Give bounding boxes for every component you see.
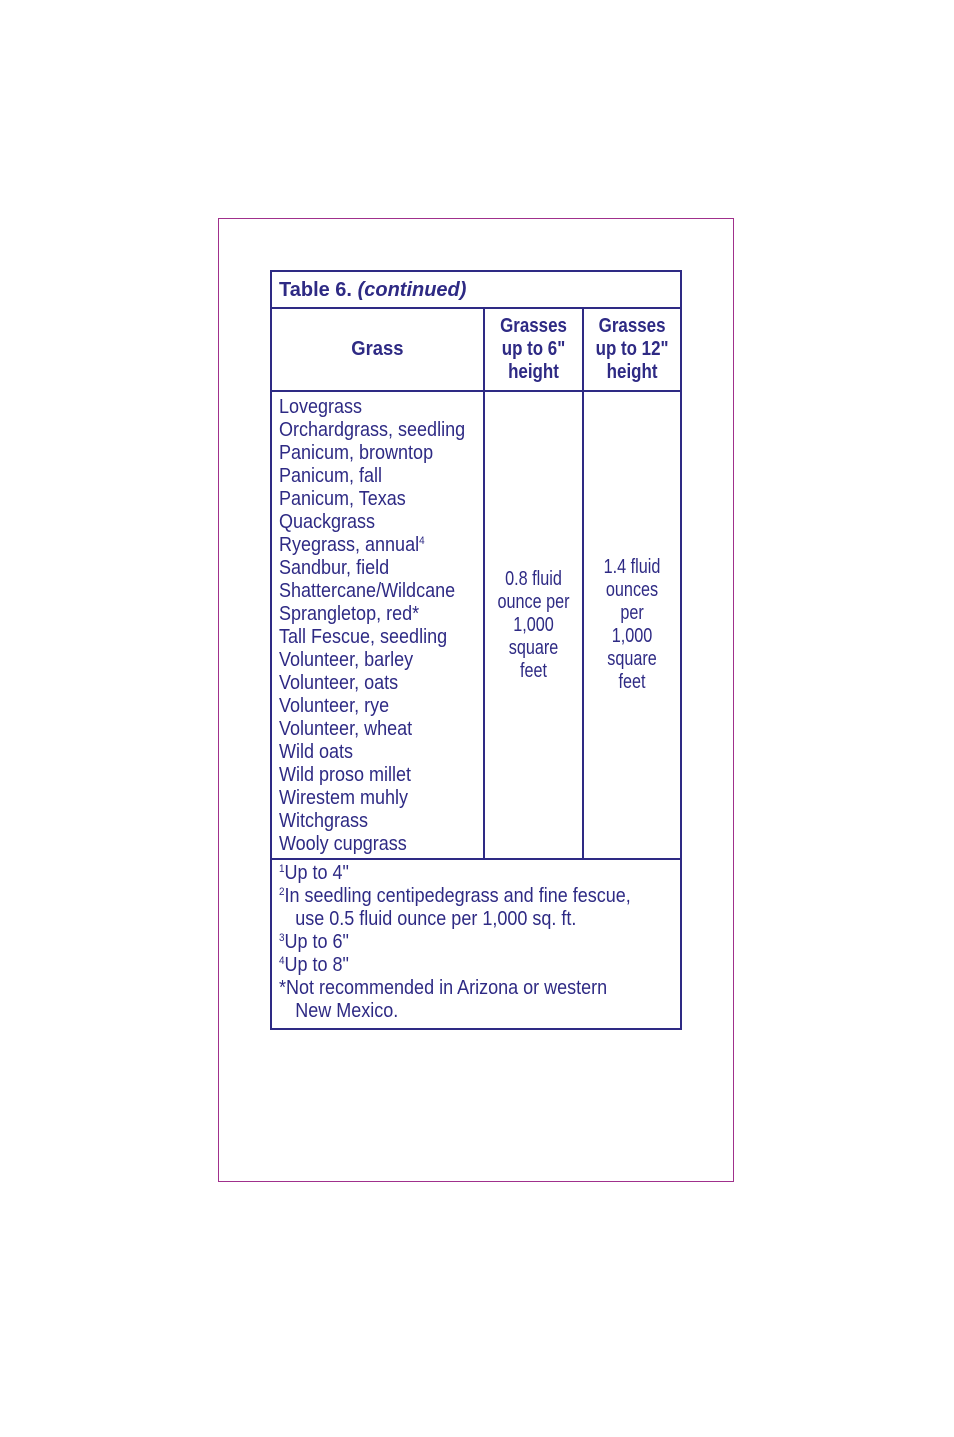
footnote-mark: 4 (419, 535, 425, 547)
rate-up-to-6-inch: 0.8 fluid ounce per 1,000 square feet (497, 567, 570, 682)
grass-item: Wirestem muhly (279, 787, 409, 809)
grass-item: Wild oats (279, 741, 354, 763)
grass-item: Sprangletop, red* (279, 603, 420, 625)
body-row (272, 392, 680, 860)
footnote-2: $^2$In seedling centipedegrass and fine fescue, (279, 885, 631, 907)
grass-item: Panicum, fall (279, 465, 383, 487)
grass-item: Orchardgrass, seedling (279, 419, 466, 441)
footnote-star-continued: New Mexico. (295, 1000, 399, 1022)
grass-item: Volunteer, oats (279, 672, 399, 694)
grass-item: Ryegrass, annual$^4$ (279, 534, 425, 556)
header-up-to-6-inch: Grasses up to 6" height (500, 315, 567, 383)
grass-item: Quackgrass (279, 511, 376, 533)
footnote-3: $^3$Up to 6" (279, 931, 349, 953)
table-title (272, 272, 680, 309)
rate-up-to-12-inch: 1.4 fluid ounces per 1,000 square feet (603, 556, 661, 693)
footnote-1: $^1$Up to 4" (279, 862, 349, 884)
grass-item: Lovegrass (279, 396, 363, 418)
footnotes (279, 862, 670, 1023)
grass-item: Witchgrass (279, 810, 369, 832)
table-title-continued: (continued) (357, 279, 467, 301)
grass-item: Wild proso millet (279, 764, 412, 786)
grass-item: Wooly cupgrass (279, 833, 407, 855)
footnote-star: *Not recommended in Arizona or western (279, 977, 608, 999)
grass-item: Volunteer, rye (279, 695, 390, 717)
header-row (272, 309, 680, 392)
grass-list (279, 396, 486, 856)
grass-item: Volunteer, wheat (279, 718, 413, 740)
grass-item: Tall Fescue, seedling (279, 626, 448, 648)
footnote-4: $^4$Up to 8" (279, 954, 349, 976)
header-grass: Grass (351, 338, 404, 360)
herbicide-rate-table (270, 270, 682, 1030)
header-up-to-12-inch: Grasses up to 12" height (595, 315, 669, 383)
grass-item: Panicum, Texas (279, 488, 406, 510)
grass-item: Panicum, browntop (279, 442, 434, 464)
grass-item: Shattercane/Wildcane (279, 580, 456, 602)
table-title-prefix: Table 6. (279, 279, 352, 301)
grass-item: Volunteer, barley (279, 649, 414, 671)
grass-item: Sandbur, field (279, 557, 390, 579)
footnote-2-continued: use 0.5 fluid ounce per 1,000 sq. ft. (295, 908, 577, 930)
